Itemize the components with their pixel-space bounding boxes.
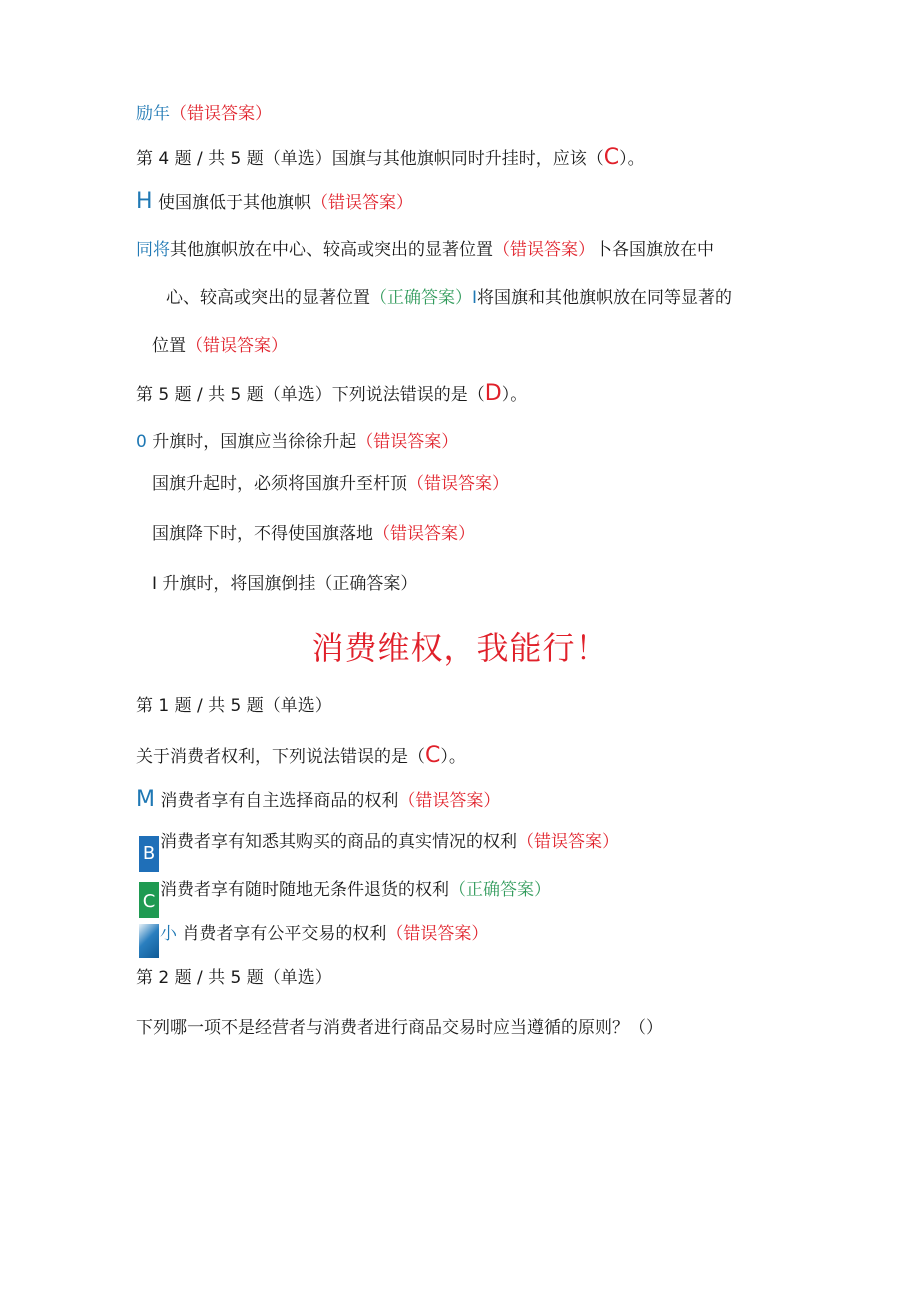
option-line: M 消费者享有自主选择商品的权利（错误答案） <box>136 787 501 812</box>
question-2-text: 下列哪一项不是经营者与消费者进行商品交易时应当遵循的原则？（） <box>136 1018 663 1038</box>
option-line: 0 升旗时，国旗应当徐徐升起（错误答案） <box>136 432 459 452</box>
option-line: 消费者享有随时随地无条件退货的权利（正确答案） <box>160 880 551 900</box>
answer-letter: C <box>603 145 620 170</box>
section-title: 消费维权，我能行！ <box>311 629 609 667</box>
option-line: 消费者享有知悉其购买的商品的真实情况的权利（错误答案） <box>160 832 619 852</box>
answer-letter: C <box>425 743 441 768</box>
question-5-heading: 第 5 题 / 共 5 题（单选）下列说法错误的是（D）。 <box>136 381 528 406</box>
question-1-heading: 第 1 题 / 共 5 题（单选） <box>136 696 332 716</box>
option-line: 心、较高或突出的显著位置（正确答案）I将国旗和其他旗帜放在同等显著的 <box>166 288 733 308</box>
option-line: 国旗降下时，不得使国旗落地（错误答案） <box>152 524 475 544</box>
option-line: I 升旗时，将国旗倒挂（正确答案） <box>152 574 418 594</box>
line-1: 励年（错误答案） <box>136 104 272 124</box>
option-line: 同将其他旗帜放在中心、较高或突出的显著位置（错误答案）卜各国旗放在中 <box>136 240 714 260</box>
option-marker: H <box>136 189 153 214</box>
option-line: 小 肖费者享有公平交易的权利（错误答案） <box>160 924 489 944</box>
option-marker: M <box>136 787 155 812</box>
option-marker: 0 <box>136 432 147 452</box>
answer-letter: D <box>484 381 502 406</box>
option-line: 位置（错误答案） <box>152 336 288 356</box>
option-line: 国旗升起时，必须将国旗升至杆顶（错误答案） <box>152 474 509 494</box>
option-d-badge <box>139 924 159 958</box>
option-c-badge: C <box>139 882 159 918</box>
option-line: H 使国旗低于其他旗帜（错误答案） <box>136 189 413 214</box>
question-2-heading: 第 2 题 / 共 5 题（单选） <box>136 968 332 988</box>
option-b-badge: B <box>139 836 159 872</box>
question-4-heading: 第 4 题 / 共 5 题（单选）国旗与其他旗帜同时升挂时，应该（C）。 <box>136 145 645 170</box>
question-1-text: 关于消费者权利，下列说法错误的是（C）。 <box>136 743 466 768</box>
